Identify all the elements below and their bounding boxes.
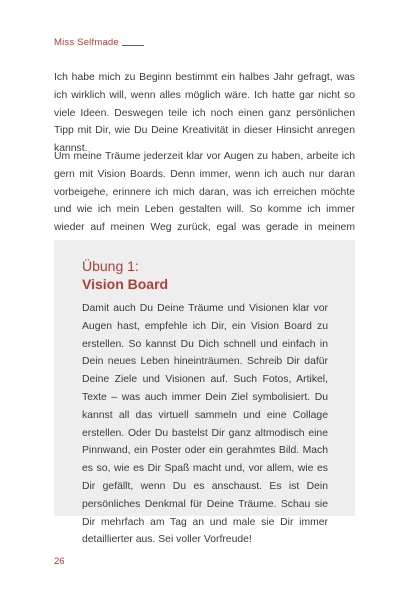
page-number: 26 bbox=[54, 556, 65, 567]
exercise-box bbox=[54, 240, 355, 546]
body-paragraph-1: Ich habe mich zu Beginn bestimmt ein halbes Jahr gefragt, was ich wirklich will, wenn alles möglich wäre. Ich hatte gar nicht so viele Ideen. Deswegen teile ich noch einen ganz persönlichen Tipp mit Dir, wie Du Deine Kreativität in dieser Hinsicht anregen kannst. bbox=[54, 72, 355, 155]
exercise-title: Übung 1: bbox=[82, 258, 139, 274]
body-paragraph-2: Um meine Träume jederzeit klar vor Augen zu haben, arbeite ich gern mit Vision Boards. Denn immer, wenn ich auch nur daran vorbeigehe, erinnere ich mich daran, was ich erreichen möchte und wie ich mein Leben gestalten will. So komme ich immer wieder auf meinen Weg zurück, egal was gerade in meinem bbox=[54, 151, 355, 234]
exercise-text: Damit auch Du Deine Träume und Visionen klar vor Augen hast, empfehle ich Dir, ein Vision Board zu erstellen. So kannst Du Dich schnell und einfach in Dein neues Leben hineinträumen. Schreib Dir dafür Deine Ziele und Visionen auf. Such Fotos, Artikel, Texte – was auch immer Dein Ziel symbolisiert. Du kannst all das virtuell sammeln und eine Collage erstellen. Oder Du bastelst Dir ganz altmodisch eine Pinnwand, ein Poster oder ein gerahmtes Bild. Mach es so, wie es Dir Spaß macht und, vor allem, wie es Dir gefällt, wenn Du es anschaust. Es ist Dein persönliches Denkmal für Deine Träume. Schau sie Dir mehrfach am Tag an und male sie Dir immer detaillierter aus. Sei voller Vorfreude! bbox=[82, 303, 328, 546]
exercise-subtitle: Vision Board bbox=[82, 276, 169, 292]
running-head bbox=[54, 37, 144, 48]
running-head-rule bbox=[122, 45, 144, 46]
running-title: Miss Selfmade bbox=[54, 37, 119, 48]
